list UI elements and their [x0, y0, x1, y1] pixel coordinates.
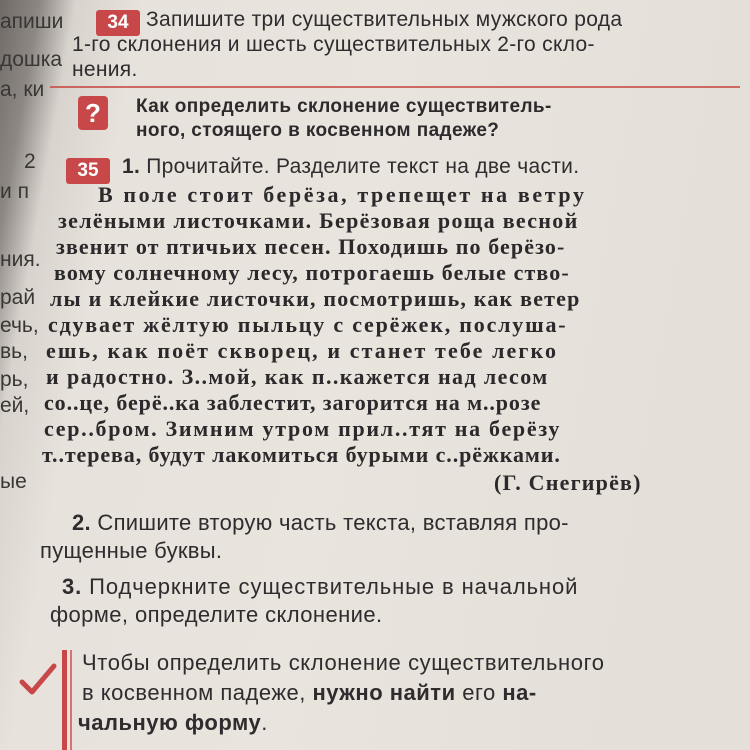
rule-text: его: [455, 680, 503, 705]
text-line: лы и клейкие листочки, посмотришь, как ветер: [50, 286, 581, 311]
left-fragment: рь,: [0, 368, 29, 391]
text-line: и радостно. З..мой, как п..кажется над лесом: [46, 364, 549, 389]
text-line: вому солнечному лесу, потрогаешь белые ство-: [54, 260, 570, 285]
section-divider: [50, 86, 740, 88]
question-heading: ного, стоящего в косвенном падеже?: [136, 120, 500, 141]
rule-emphasis: нужно найти: [312, 680, 456, 705]
task-3-continued: форме, определите склонение.: [50, 602, 383, 627]
task-text: Прочитайте. Разделите текст на две части.: [146, 155, 580, 178]
left-fragment: ей,: [0, 394, 30, 417]
task-1: [122, 155, 579, 179]
left-fragment: рай: [0, 286, 36, 309]
text-line: звенит от птичьих песен. Походишь по берёзо-: [56, 234, 566, 259]
text-line: зелёными листочками. Берёзовая роща весной: [58, 208, 579, 233]
task-3: [62, 574, 578, 600]
text-line: сер..бром. Зимним утром прил..тят на берёзу: [44, 416, 562, 441]
left-fragment: дошка: [0, 48, 63, 71]
checkmark-icon: [18, 660, 58, 700]
rule-bar: [70, 650, 72, 750]
rule-bar: [62, 650, 67, 750]
exercise-34-line: нения.: [72, 58, 138, 81]
exercise-number-badge: 35: [66, 158, 110, 184]
left-fragment: а, ки: [0, 78, 45, 101]
question-icon: ?: [78, 96, 108, 130]
task-text: Подчеркните существительные в начальной: [89, 574, 579, 599]
rule-emphasis: чальную форму: [78, 710, 262, 735]
task-text: Спишите вторую часть текста, вставляя про-: [97, 510, 569, 535]
left-fragment: ые: [0, 470, 27, 493]
rule-line: [78, 710, 268, 736]
text-line: со..це, берё..ка заблестит, загорится на м..розе: [44, 390, 542, 415]
rule-text: в косвенном падеже,: [82, 680, 313, 705]
question-heading: Как определить склонение существитель-: [136, 96, 552, 117]
rule-emphasis: на-: [502, 680, 537, 705]
task-number: 1.: [122, 155, 141, 178]
author: (Г. Снегирёв): [494, 470, 642, 495]
left-fragment: апиши: [0, 10, 64, 33]
text-line: т..терева, будут лакомиться бурыми с..рёжками.: [42, 442, 561, 467]
left-fragment: и п: [0, 180, 29, 203]
task-number: 2.: [72, 510, 91, 535]
task-2: [72, 510, 569, 536]
task-2-continued: пущенные буквы.: [40, 538, 223, 563]
left-fragment: ния.: [0, 248, 41, 271]
left-fragment: 2: [24, 150, 36, 173]
exercise-34-line: 1-го склонения и шесть существительных 2-го скло-: [72, 33, 595, 56]
rule-line: [82, 680, 537, 706]
left-fragment: вь,: [0, 340, 28, 363]
left-fragment: ечь,: [0, 314, 39, 337]
exercise-34-line: Запишите три существительных мужского рода: [146, 8, 623, 31]
rule-text: .: [261, 710, 268, 735]
exercise-number-badge: 34: [96, 10, 140, 36]
text-line: В поле стоит берёза, трепещет на ветру: [98, 182, 587, 207]
text-line: ешь, как поёт скворец, и станет тебе легко: [46, 338, 559, 363]
rule-line: Чтобы определить склонение существительного: [82, 650, 605, 675]
text-line: сдувает жёлтую пыльцу с серёжек, послуша-: [48, 312, 568, 337]
task-number: 3.: [62, 574, 83, 599]
